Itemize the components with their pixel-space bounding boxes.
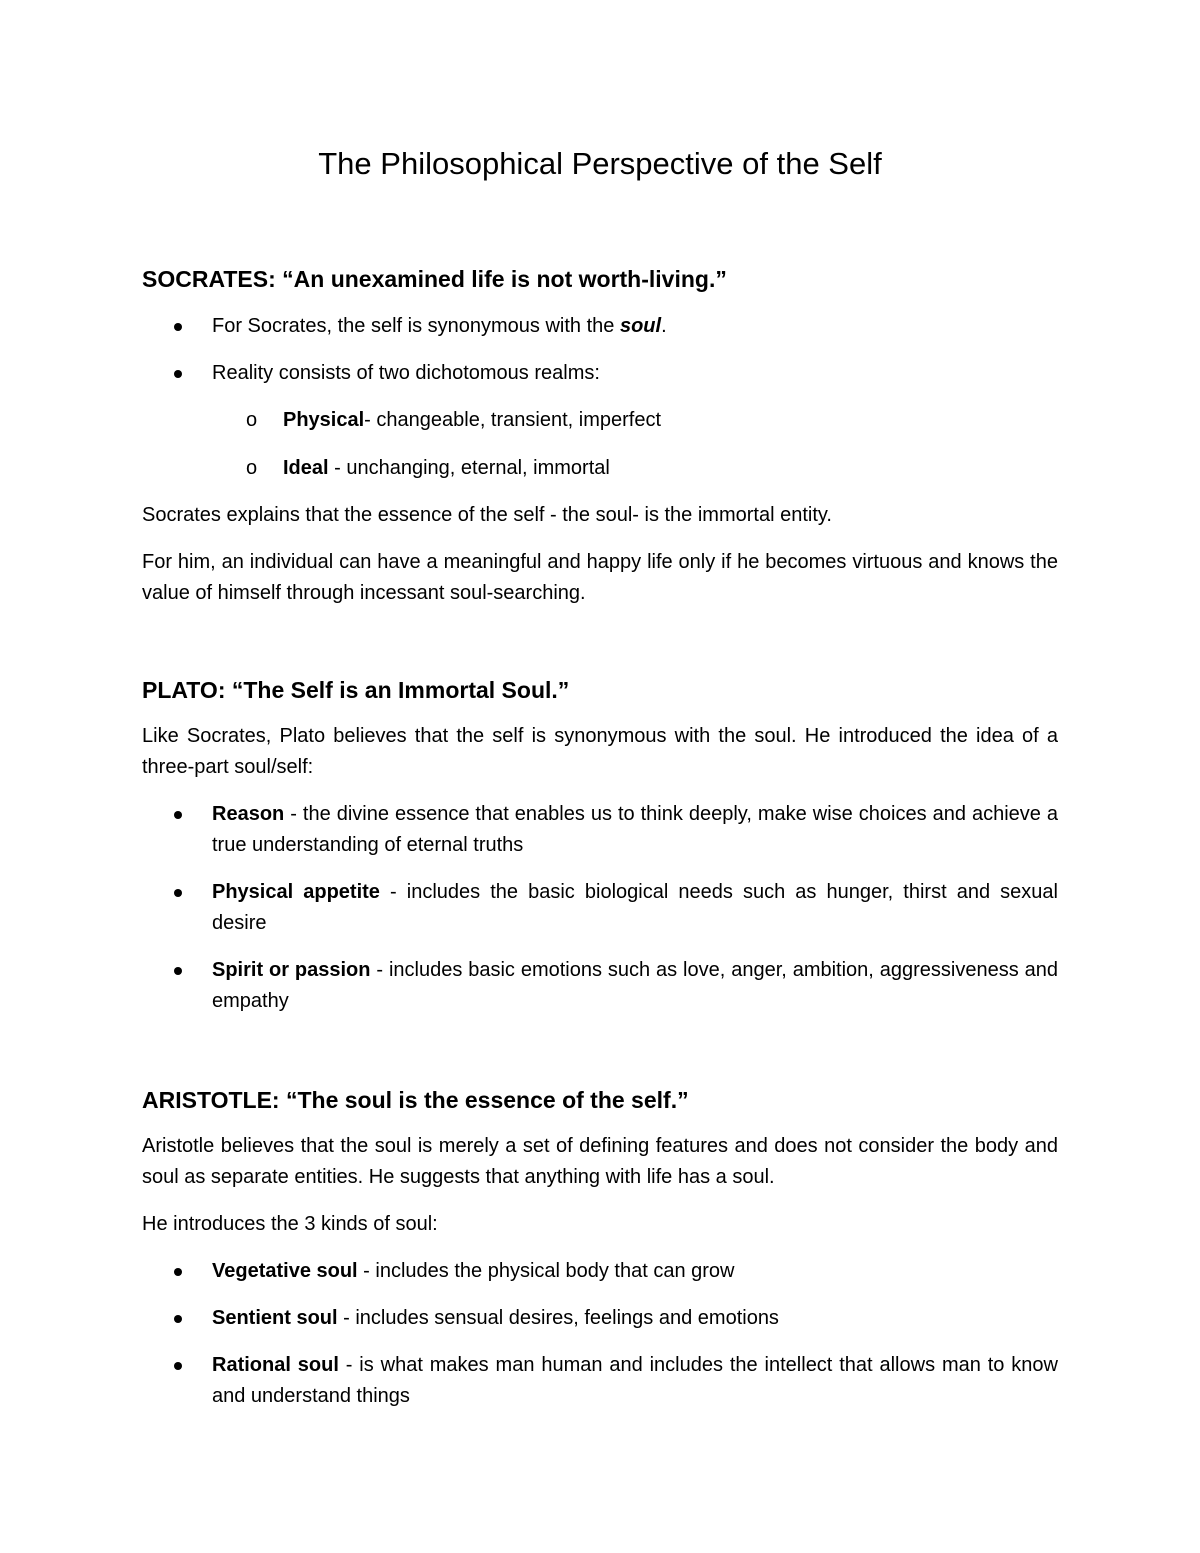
bullet-dot-icon: [174, 889, 182, 897]
plato-intro: Like Socrates, Plato believes that the self is synonymous with the soul. He introduced the idea of a three-part soul/self:: [142, 725, 1058, 778]
socrates-paragraph-2: For him, an individual can have a meaningful and happy life only if he becomes virtuous and knows the value of himself through incessant soul-searching.: [142, 551, 1058, 604]
aristotle-bullet-list: [142, 1256, 1058, 1412]
bullet-dot-icon: [174, 1362, 182, 1370]
list-item: For Socrates, the self is synonymous with the soul.: [142, 311, 1058, 342]
aristotle-section: [142, 1085, 1058, 1412]
list-item: Vegetative soul - includes the physical body that can grow: [142, 1256, 1058, 1287]
aristotle-name: ARISTOTLE:: [142, 1087, 280, 1113]
list-item: Reality consists of two dichotomous realms:: [142, 358, 1058, 389]
bullet-dot-icon: [174, 1268, 182, 1276]
plato-heading: [142, 675, 1058, 705]
circle-bullet-icon: o: [246, 409, 258, 431]
circle-bullet-icon: o: [246, 457, 258, 479]
socrates-paragraph-1: Socrates explains that the essence of the self - the soul- is the immortal entity.: [142, 504, 832, 526]
soul-emphasis: soul: [619, 315, 662, 337]
socrates-section: [142, 264, 1058, 609]
aristotle-heading: [142, 1085, 1058, 1115]
aristotle-quote: “The soul is the essence of the self.”: [285, 1087, 689, 1113]
socrates-sub-list: [142, 405, 1058, 484]
list-item: Sentient soul - includes sensual desires, feelings and emotions: [142, 1303, 1058, 1334]
aristotle-paragraph-2: He introduces the 3 kinds of soul:: [142, 1213, 438, 1235]
bullet-dot-icon: [174, 323, 182, 331]
list-item: Spirit or passion - includes basic emotions such as love, anger, ambition, aggressiveness and empathy: [142, 955, 1058, 1017]
bullet-dot-icon: [174, 967, 182, 975]
plato-quote: “The Self is an Immortal Soul.”: [231, 677, 570, 703]
list-item: o Ideal - unchanging, eternal, immortal: [142, 453, 1058, 484]
list-item: o Physical- changeable, transient, imperfect: [142, 405, 1058, 436]
socrates-heading: [142, 264, 1058, 294]
plato-name: PLATO:: [142, 677, 226, 703]
list-item: Reason - the divine essence that enables us to think deeply, make wise choices and achieve a true understanding of eternal truths: [142, 799, 1058, 861]
list-item: Physical appetite - includes the basic biological needs such as hunger, thirst and sexual desire: [142, 877, 1058, 939]
bullet-dot-icon: [174, 370, 182, 378]
bullet-dot-icon: [174, 811, 182, 819]
list-item: Rational soul - is what makes man human and includes the intellect that allows man to know and understand things: [142, 1350, 1058, 1412]
plato-bullet-list: [142, 799, 1058, 1017]
socrates-bullet-list: [142, 311, 1058, 389]
socrates-quote: “An unexamined life is not worth-living.”: [282, 266, 727, 292]
bullet-dot-icon: [174, 1315, 182, 1323]
plato-section: [142, 675, 1058, 1017]
document-title: The Philosophical Perspective of the Self: [318, 146, 882, 181]
socrates-name: SOCRATES:: [142, 266, 276, 292]
aristotle-paragraph-1: Aristotle believes that the soul is merely a set of defining features and does not consider the body and soul as separate entities. He suggests that anything with life has a soul.: [142, 1135, 1058, 1188]
